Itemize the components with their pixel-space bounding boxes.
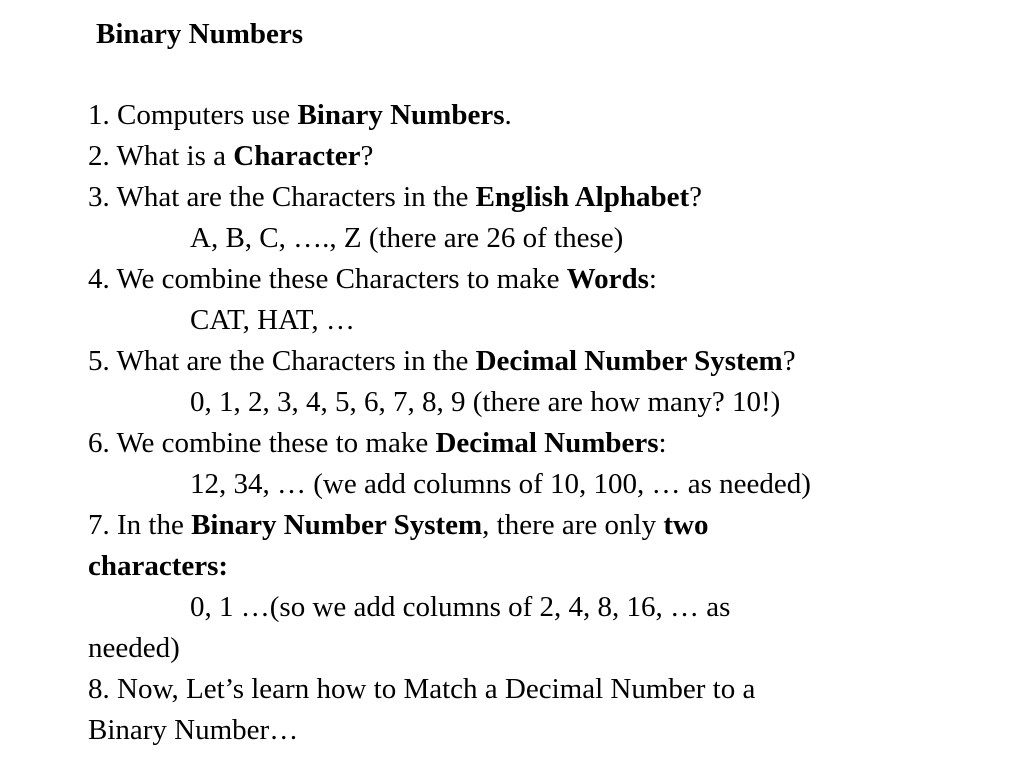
item-text: 5. What are the Characters in the bbox=[88, 345, 476, 377]
item-text: 6. We combine these to make bbox=[88, 427, 436, 459]
list-item bbox=[88, 177, 948, 218]
list-item bbox=[88, 505, 948, 546]
item-text: . bbox=[504, 99, 512, 131]
slide-title: Binary Numbers bbox=[96, 18, 304, 50]
item-keyword: Binary Number System bbox=[191, 509, 483, 541]
list-item-continuation bbox=[88, 546, 948, 587]
item-text: : bbox=[658, 427, 667, 459]
list-item bbox=[88, 341, 948, 382]
item-text: 4. We combine these Characters to make bbox=[88, 263, 567, 295]
item-keyword: two bbox=[663, 509, 709, 541]
item-text: ? bbox=[689, 181, 703, 213]
item-text: 1. Computers use bbox=[88, 99, 298, 131]
item-text: ? bbox=[782, 345, 796, 377]
list-item-continuation: Binary Number… bbox=[88, 714, 299, 746]
item-text: 2. What is a bbox=[88, 140, 234, 172]
item-keyword: characters: bbox=[88, 550, 229, 582]
list-item: 8. Now, Let’s learn how to Match a Decimal Number to a bbox=[88, 673, 756, 705]
item-text: : bbox=[648, 263, 657, 295]
slide-body bbox=[88, 95, 948, 751]
list-item bbox=[88, 423, 948, 464]
list-item-detail: CAT, HAT, … bbox=[190, 304, 355, 336]
list-item-detail: 0, 1, 2, 3, 4, 5, 6, 7, 8, 9 (there are how many? 10!) bbox=[190, 386, 781, 418]
list-item-continuation: needed) bbox=[88, 632, 180, 664]
item-text: ? bbox=[360, 140, 374, 172]
item-keyword: Words bbox=[566, 263, 649, 295]
item-keyword: Decimal Number System bbox=[475, 345, 783, 377]
item-text: , there are only bbox=[482, 509, 664, 541]
list-item-detail: 0, 1 …(so we add columns of 2, 4, 8, 16, … as bbox=[190, 591, 731, 623]
list-item-detail: 12, 34, … (we add columns of 10, 100, … as needed) bbox=[190, 468, 811, 500]
item-keyword: Binary Numbers bbox=[297, 99, 505, 131]
list-item bbox=[88, 136, 948, 177]
item-text: 3. What are the Characters in the bbox=[88, 181, 476, 213]
item-keyword: English Alphabet bbox=[475, 181, 690, 213]
item-keyword: Character bbox=[233, 140, 361, 172]
item-keyword: Decimal Numbers bbox=[435, 427, 659, 459]
list-item bbox=[88, 259, 948, 300]
item-text: 7. In the bbox=[88, 509, 192, 541]
list-item-detail: A, B, C, …., Z (there are 26 of these) bbox=[190, 222, 624, 254]
list-item bbox=[88, 95, 948, 136]
